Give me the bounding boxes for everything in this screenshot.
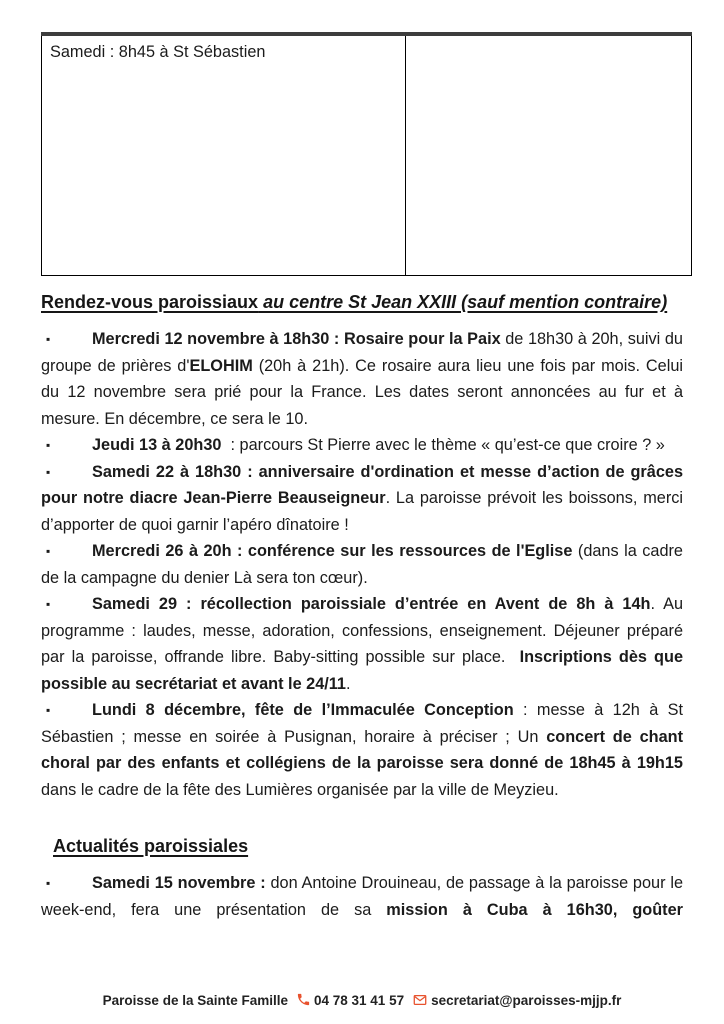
table-cell-empty: [406, 34, 692, 276]
bullet-mission-cuba: ▪ Samedi 15 novembre : don Antoine Drouineau, de passage à la paroisse pour le week-end, fera une présentation de sa mission à Cuba à 16h30, goûter: [41, 870, 683, 923]
bullet-recollection: ▪ Samedi 29 : récollection paroissiale d’entrée en Avent de 8h à 14h. Au programme : laudes, messe, adoration, confessions, enseignement. Déjeuner préparé par la paroisse, offrande libre. Baby-sitting possible sur place. Inscriptions dès que possible au secrétariat et avant le 24/11.: [41, 591, 683, 697]
rendezvous-heading-main: Rendez-vous paroissiaux: [41, 292, 259, 312]
bullet-anniversaire-ordination: ▪ Samedi 22 à 18h30 : anniversaire d'ordination et messe d’action de grâces pour notre diacre Jean-Pierre Beauseigneur. La paroisse prévoit les boissons, merci d’apporter de quoi garnir l’apéro dînatoire !: [41, 459, 683, 539]
bullet-immaculee-conception: ▪ Lundi 8 décembre, fête de l’Immaculée Conception : messe à 12h à St Sébastien ; messe en soirée à Pusignan, horaire à préciser ; Un concert de chant choral par des enfants et collégiens de la paroisse sera donné de 18h45 à 19h15 dans le cadre de la fête des Lumières organisée par la ville de Meyzieu.: [41, 697, 683, 803]
bullet-square-icon: ▪: [46, 597, 51, 611]
bullet-square-icon: ▪: [46, 464, 51, 479]
bullet-square-icon: ▪: [46, 332, 51, 346]
actualites-heading: [41, 836, 683, 857]
footer-email: secretariat@paroisses-mjjp.fr: [431, 993, 622, 1008]
rendezvous-heading-subtitle: au centre St Jean XXIII (sauf mention contraire): [258, 292, 668, 312]
table-cell-samedi: Samedi : 8h45 à St Sébastien: [42, 34, 406, 276]
phone-icon: [296, 992, 311, 1007]
page-footer: [0, 992, 724, 1008]
footer-phone: 04 78 31 41 57: [314, 993, 405, 1008]
table-row: [42, 34, 692, 276]
rendezvous-heading: [41, 292, 683, 313]
bullet-rosaire: ▪ Mercredi 12 novembre à 18h30 : Rosaire pour la Paix de 18h30 à 20h, suivi du groupe de prières d'ELOHIM (20h à 21h). Ce rosaire aura lieu une fois par mois. Celui du 12 novembre sera prié pour la France. Les dates seront annoncées au fur et à mesure. En décembre, ce sera le 10.: [41, 326, 683, 432]
bullet-square-icon: ▪: [46, 438, 51, 452]
footer-organization: Paroisse de la Sainte Famille: [102, 993, 288, 1008]
envelope-icon: [412, 993, 428, 1007]
schedule-table: [41, 32, 692, 276]
bullet-square-icon: ▪: [46, 876, 51, 890]
bullet-square-icon: ▪: [46, 544, 51, 558]
actualites-heading-text: Actualités paroissiales: [53, 836, 249, 856]
bullet-conference: ▪ Mercredi 26 à 20h : conférence sur les ressources de l'Eglise (dans la cadre de la campagne du denier Là sera ton cœur).: [41, 538, 683, 591]
bullet-parcours: ▪ Jeudi 13 à 20h30 : parcours St Pierre avec le thème « qu’est-ce que croire ? »: [41, 432, 683, 459]
bullet-square-icon: ▪: [46, 703, 51, 717]
